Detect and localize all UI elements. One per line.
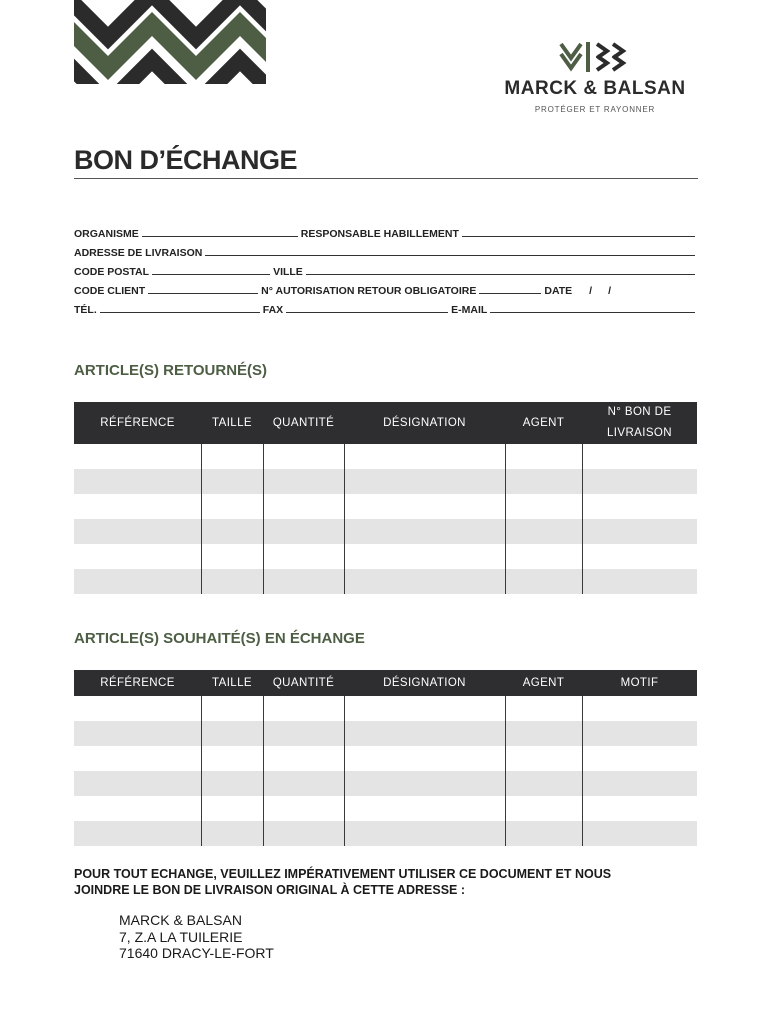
- page-title: BON D’ÉCHANGE: [74, 145, 298, 175]
- form-row-organisme: [74, 221, 698, 240]
- table-row: [74, 569, 697, 594]
- tel-field[interactable]: [100, 312, 260, 313]
- brand-tagline: PROTÉGER ET RAYONNER: [534, 105, 656, 114]
- tel-label: TÉL.: [74, 304, 97, 316]
- organisme-label: ORGANISME: [74, 228, 139, 240]
- table-row: [74, 444, 697, 469]
- title-divider: [74, 178, 698, 179]
- column-header-motif: MOTIF: [582, 670, 697, 696]
- bon-livraison-line1: N° BON DE: [607, 406, 672, 418]
- form-row-adresse: [74, 240, 698, 259]
- date-separator: /: [608, 285, 612, 297]
- column-header-reference: RÉFÉRENCE: [74, 402, 201, 444]
- brand-mark-icon: [557, 40, 633, 74]
- column-header-designation: DÉSIGNATION: [344, 402, 505, 444]
- form-row-contact: [74, 297, 698, 316]
- adresse-label: ADRESSE DE LIVRAISON: [74, 247, 203, 259]
- address-line: 71640 DRACY-LE-FORT: [119, 945, 274, 961]
- code-postal-field[interactable]: [152, 274, 270, 275]
- table-row: [74, 721, 697, 746]
- returned-section-title: ARTICLE(S) RETOURNÉ(S): [74, 362, 268, 379]
- returned-articles-table: [74, 402, 697, 594]
- column-header-agent: AGENT: [505, 670, 582, 696]
- code-client-field[interactable]: [148, 293, 258, 294]
- notice-line: JOINDRE LE BON DE LIVRAISON ORIGINAL À CETTE ADRESSE :: [74, 883, 466, 897]
- responsable-field[interactable]: [462, 236, 695, 237]
- form-row-code-postal: [74, 259, 698, 278]
- exchange-articles-table: [74, 670, 697, 846]
- column-header-agent: AGENT: [505, 402, 582, 444]
- date-label: DATE: [544, 285, 573, 297]
- fax-label: FAX: [262, 304, 284, 316]
- autorisation-field[interactable]: [479, 293, 541, 294]
- column-header-quantite: QUANTITÉ: [263, 402, 344, 444]
- bon-livraison-line2: LIVRAISON: [607, 427, 672, 439]
- autorisation-label: N° AUTORISATION RETOUR OBLIGATOIRE: [261, 285, 477, 297]
- code-postal-label: CODE POSTAL: [74, 266, 150, 278]
- address-line: MARCK & BALSAN: [119, 912, 242, 928]
- exchange-section-title: ARTICLE(S) SOUHAITÉ(S) EN ÉCHANGE: [74, 630, 365, 647]
- table-row: [74, 771, 697, 796]
- exchange-notice: [74, 866, 714, 898]
- customer-info-form: [74, 221, 698, 316]
- organisme-field[interactable]: [142, 236, 298, 237]
- table-row: [74, 696, 697, 721]
- column-header-reference: RÉFÉRENCE: [74, 670, 201, 696]
- code-client-label: CODE CLIENT: [74, 285, 146, 297]
- column-header-bon-livraison: [582, 402, 697, 444]
- table-row: [74, 821, 697, 846]
- date-separator: /: [589, 285, 593, 297]
- responsable-label: RESPONSABLE HABILLEMENT: [300, 228, 459, 240]
- fax-field[interactable]: [286, 312, 448, 313]
- email-field[interactable]: [490, 312, 695, 313]
- table-row: [74, 796, 697, 821]
- table-header-row: [74, 402, 697, 444]
- email-label: E-MAIL: [451, 304, 488, 316]
- column-header-designation: DÉSIGNATION: [344, 670, 505, 696]
- form-row-code-client: [74, 278, 698, 297]
- adresse-field[interactable]: [205, 255, 695, 256]
- table-row: [74, 494, 697, 519]
- notice-line: POUR TOUT ECHANGE, VEUILLEZ IMPÉRATIVEMENT UTILISER CE DOCUMENT ET NOUS: [74, 867, 612, 881]
- column-header-taille: TAILLE: [201, 670, 263, 696]
- table-header-row: [74, 670, 697, 696]
- column-header-quantite: QUANTITÉ: [263, 670, 344, 696]
- table-row: [74, 519, 697, 544]
- brand-name: MARCK & BALSAN: [504, 78, 686, 99]
- brand-logo: [490, 40, 700, 114]
- chevron-pattern-graphic: [74, 0, 266, 84]
- table-row: [74, 469, 697, 494]
- table-row: [74, 746, 697, 771]
- ville-label: VILLE: [273, 266, 303, 278]
- column-header-taille: TAILLE: [201, 402, 263, 444]
- ville-field[interactable]: [306, 274, 695, 275]
- return-address: [119, 912, 274, 962]
- address-line: 7, Z.A LA TUILERIE: [119, 928, 243, 945]
- table-row: [74, 544, 697, 569]
